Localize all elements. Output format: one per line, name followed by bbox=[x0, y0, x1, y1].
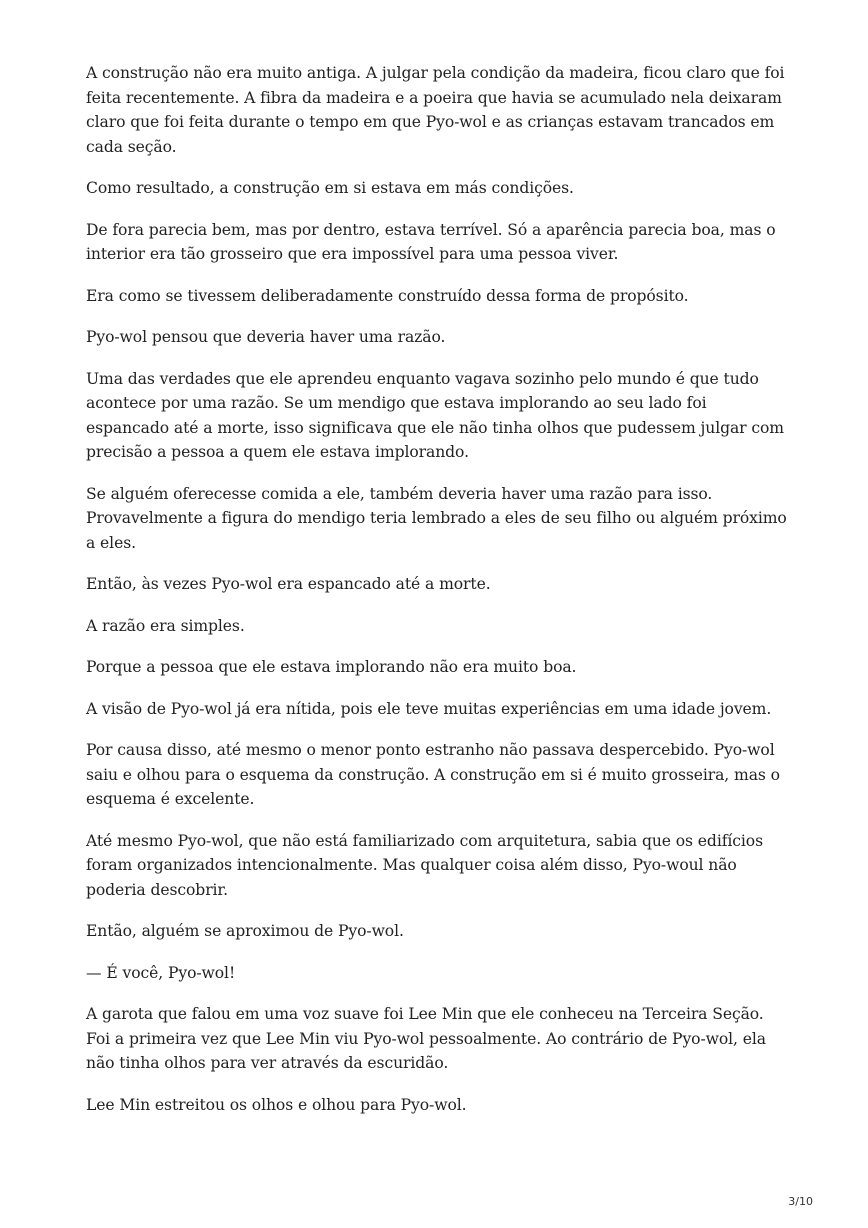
paragraph: Se alguém oferecesse comida a ele, também deveria haver uma razão para isso. Provavelmente a figura do mendigo teria lembrado a eles de seu filho ou alguém próximo a eles. bbox=[86, 484, 787, 552]
paragraph: Então, às vezes Pyo-wol era espancado até a morte. bbox=[86, 575, 491, 593]
document-body bbox=[86, 61, 792, 1134]
paragraph: Era como se tivessem deliberadamente construído dessa forma de propósito. bbox=[86, 286, 689, 305]
paragraph: Então, alguém se aproximou de Pyo-wol. bbox=[86, 922, 404, 940]
paragraph: — É você, Pyo-wol! bbox=[86, 963, 236, 982]
paragraph: Como resultado, a construção em si estava em más condições. bbox=[86, 179, 574, 197]
paragraph: A visão de Pyo-wol já era nítida, pois ele teve muitas experiências em uma idade jovem. bbox=[86, 699, 772, 718]
paragraph: A garota que falou em uma voz suave foi Lee Min que ele conheceu na Terceira Seção. Foi a primeira vez que Lee Min viu Pyo-wol pessoalmente. Ao contrário de Pyo-wol, ela não tinha olhos para ver através da escuridão. bbox=[86, 1005, 766, 1072]
paragraph: A razão era simples. bbox=[86, 616, 245, 635]
paragraph: Porque a pessoa que ele estava implorando não era muito boa. bbox=[86, 658, 577, 676]
paragraph: De fora parecia bem, mas por dentro, estava terrível. Só a aparência parecia boa, mas o interior era tão grosseiro que era impossível para uma pessoa viver. bbox=[86, 220, 776, 263]
paragraph: Lee Min estreitou os olhos e olhou para Pyo-wol. bbox=[86, 1095, 467, 1114]
paragraph: A construção não era muito antiga. A julgar pela condição da madeira, ficou claro que foi feita recentemente. A fibra da madeira e a poeira que havia se acumulado nela deixaram claro que foi feita durante o tempo em que Pyo-wol e as crianças estavam trancados em cada seção. bbox=[86, 64, 785, 156]
paragraph: Até mesmo Pyo-wol, que não está familiarizado com arquitetura, sabia que os edifícios foram organizados intencionalmente. Mas qualquer coisa além disso, Pyo-woul não poderia descobrir. bbox=[86, 831, 763, 899]
paragraph: Pyo-wol pensou que deveria haver uma razão. bbox=[86, 328, 446, 346]
paragraph: Uma das verdades que ele aprendeu enquanto vagava sozinho pelo mundo é que tudo acontece por uma razão. Se um mendigo que estava implorando ao seu lado foi espancado até a morte, isso significava que ele não tinha olhos que pudessem julgar com precisão a pessoa a quem ele estava implorando. bbox=[86, 369, 784, 461]
paragraph: Por causa disso, até mesmo o menor ponto estranho não passava despercebido. Pyo-wol saiu e olhou para o esquema da construção. A construção em si é muito grosseira, mas o esquema é excelente. bbox=[86, 741, 780, 808]
page-number: 3/10 bbox=[788, 1195, 813, 1208]
